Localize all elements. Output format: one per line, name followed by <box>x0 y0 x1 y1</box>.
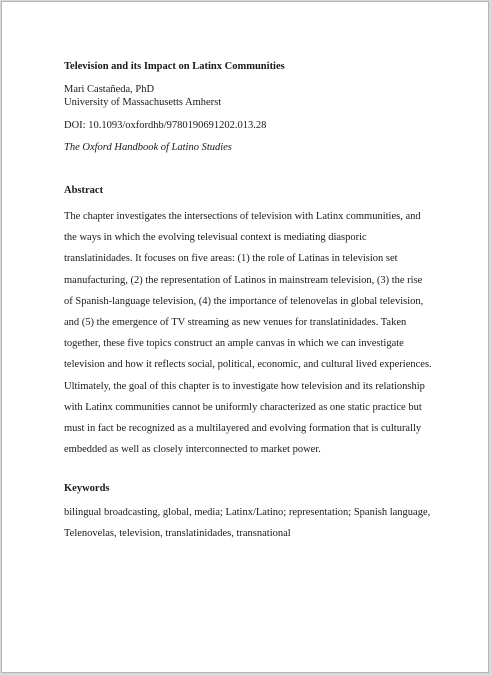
author-name: Mari Castañeda, PhD <box>64 84 155 95</box>
abstract-text: The chapter investigates the intersections of television with Latinx communities, and the ways in which the evolving televisual context is mediating diasporic translatinidades. It focuses on five areas: (1) the role of Latinas in television set manufacturing, (2) the representation of Latinos in mainstream television, (3) the rise of Spanish-language television, (4) the importance of telenovelas in global television, and (5) the emergence of TV streaming as new venues for translatinidades. Taken together, these five topics construct an ample canvas in which we can investigate television and how it reflects social, political, economic, and cultural lived experiences. Ultimately, the goal of this chapter is to investigate how television and its relationship with Latinx communities cannot be uniformly characterized as one static practice but must in fact be recognized as a multilayered and evolving formation that is culturally embedded as well as closely interconnected to market power. <box>64 211 432 456</box>
abstract-heading: Abstract <box>64 185 104 196</box>
source-title: The Oxford Handbook of Latino Studies <box>64 142 232 153</box>
author-block <box>64 84 432 109</box>
keywords-heading: Keywords <box>64 483 110 495</box>
author-affiliation: University of Massachusetts Amherst <box>64 96 222 108</box>
document-content <box>64 60 432 544</box>
keywords-text: bilingual broadcasting, global, media; Latinx/Latino; representation; Spanish language, Telenovelas, television, translatinidades, transnational <box>64 507 431 540</box>
document-page <box>1 1 489 673</box>
doi-line: DOI: 10.1093/oxfordhb/9780190691202.013.28 <box>64 120 267 131</box>
document-title: Television and its Impact on Latinx Communities <box>64 61 285 72</box>
